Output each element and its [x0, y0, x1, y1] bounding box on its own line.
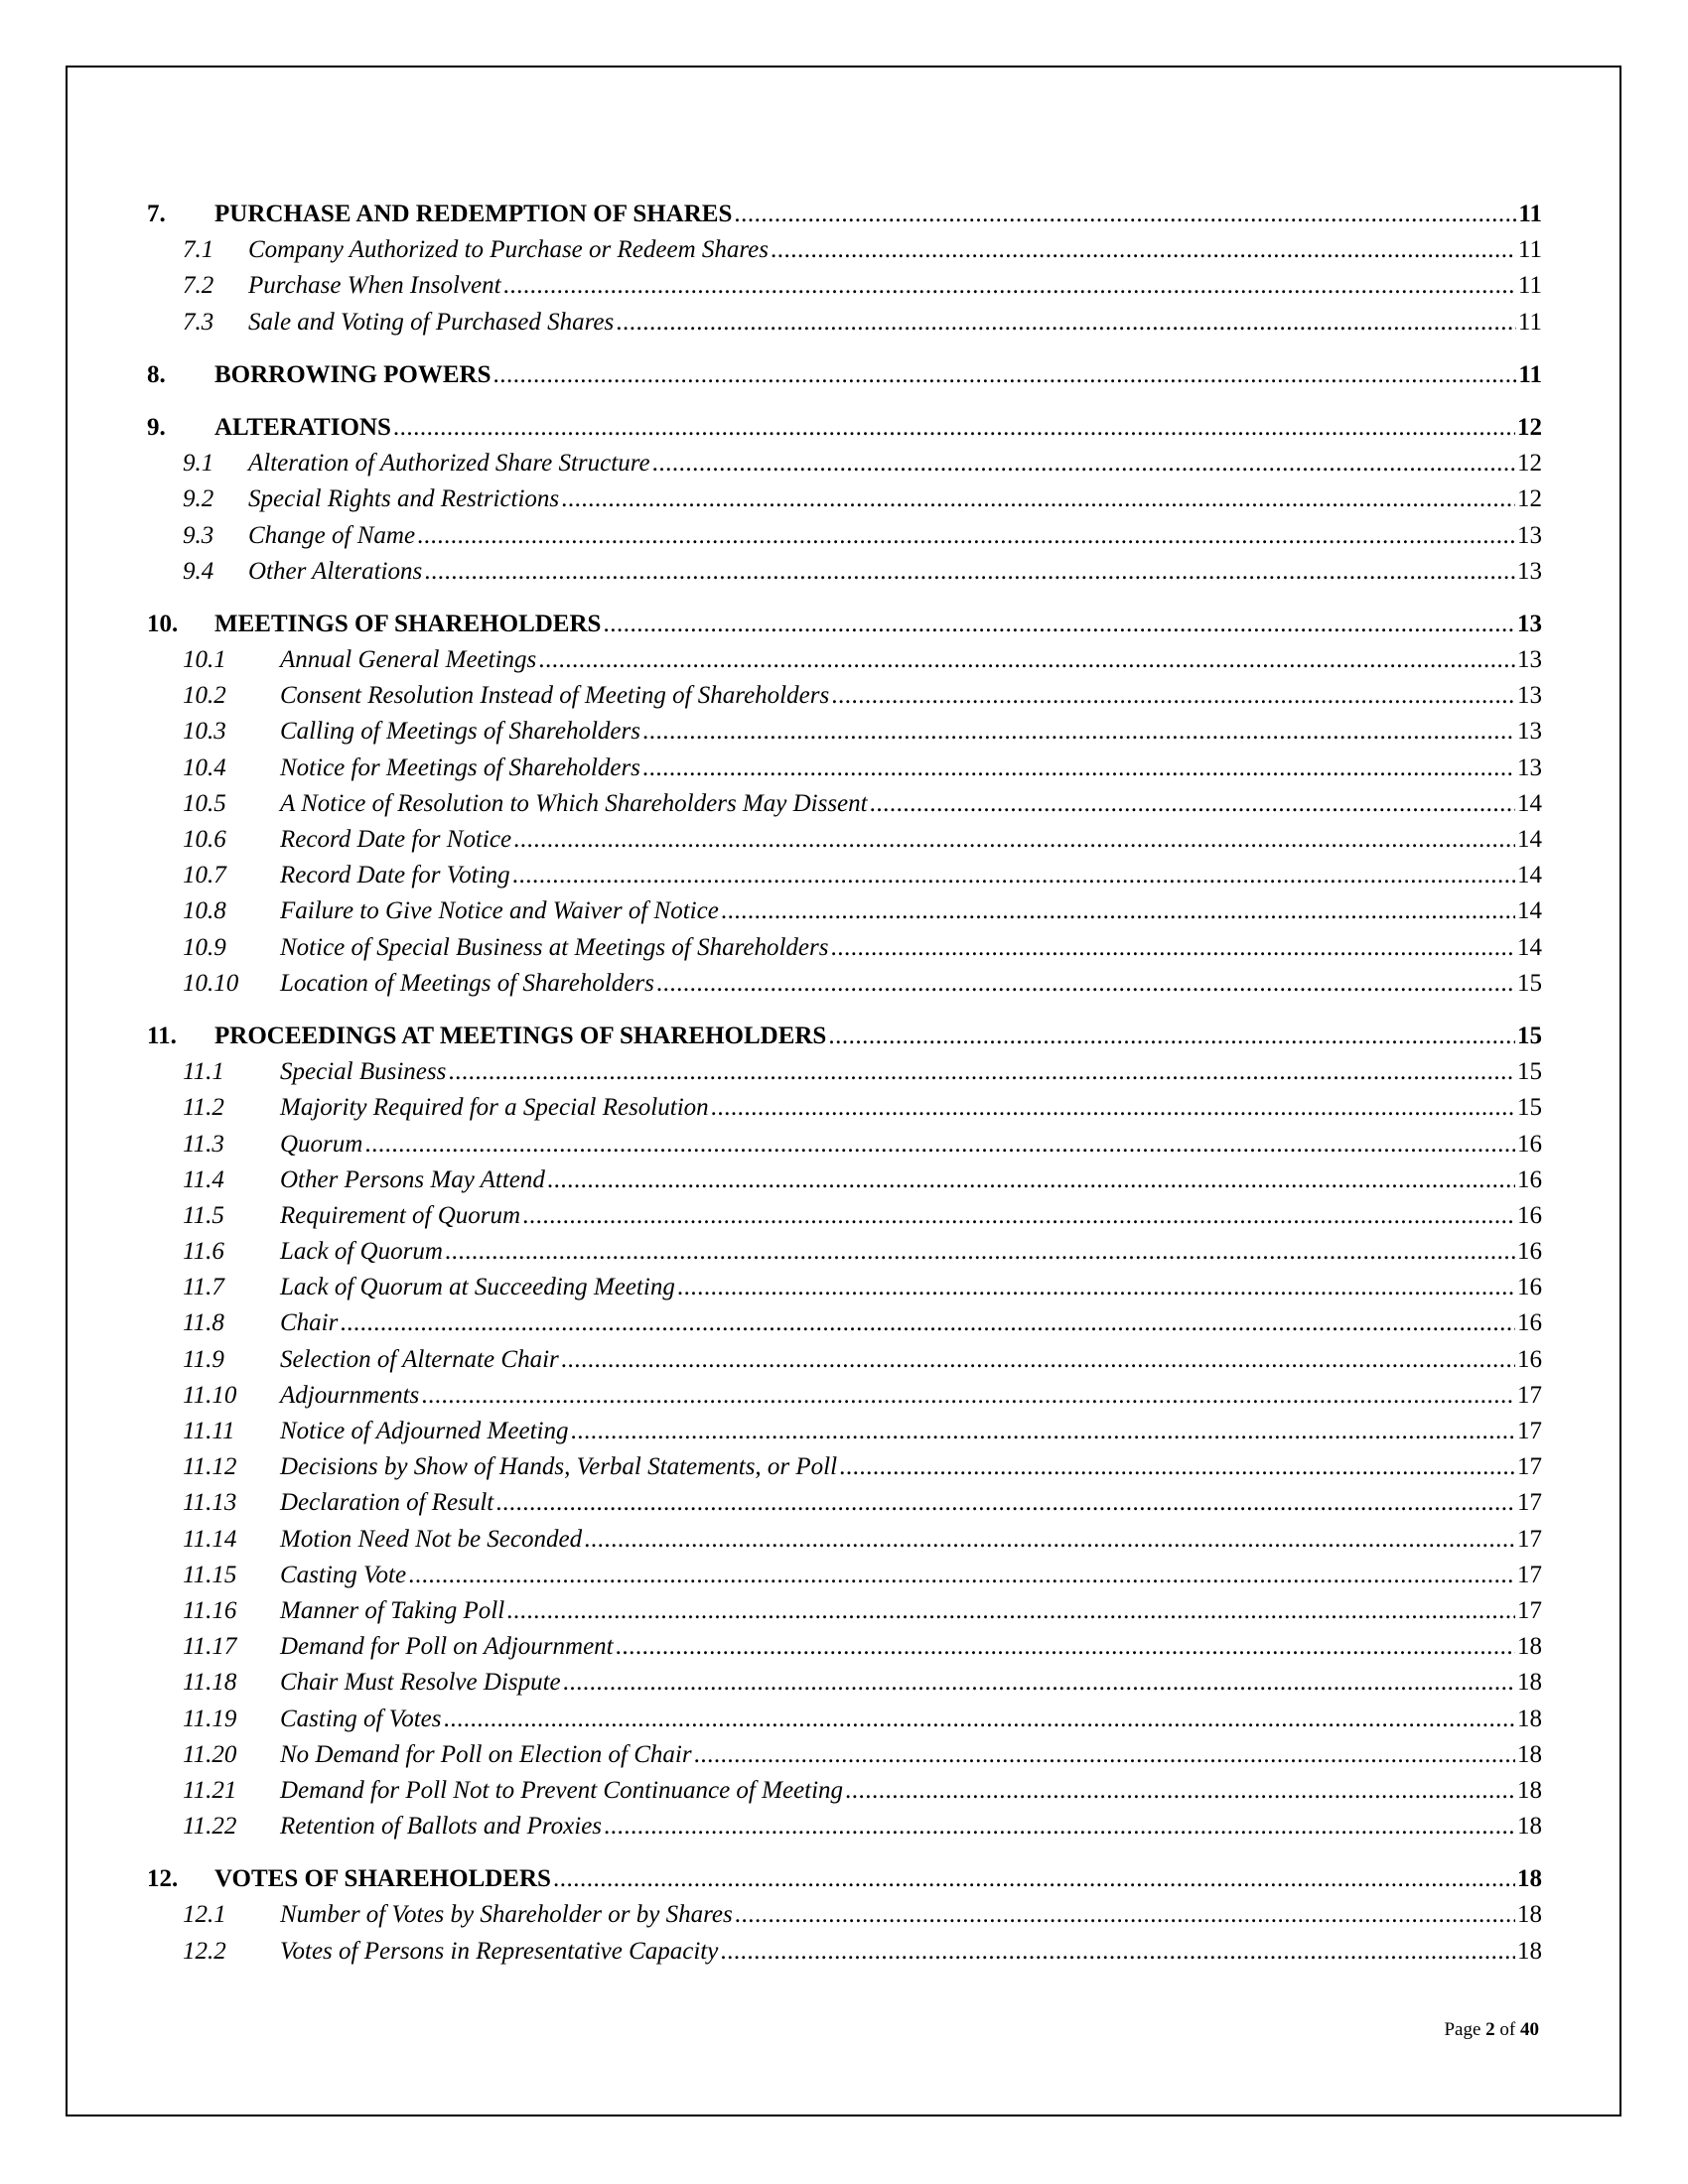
toc-entry-page-number: 11	[1518, 201, 1542, 227]
toc-entry-title: PROCEEDINGS AT MEETINGS OF SHAREHOLDERS	[214, 1022, 827, 1049]
toc-entry-number: 7.2	[183, 272, 214, 300]
toc-entry-title: A Notice of Resolution to Which Shareholders May Dissent	[280, 789, 868, 817]
toc-dot-leader	[640, 714, 1515, 750]
toc-entry-page-number: 18	[1517, 1901, 1542, 1929]
toc-subsection-row[interactable]	[147, 1522, 1542, 1558]
toc-entry-page-number: 11	[1517, 272, 1542, 300]
toc-entry-number: 9.2	[183, 485, 214, 513]
toc-subsection-row[interactable]	[147, 966, 1542, 1002]
toc-dot-leader	[826, 1019, 1515, 1054]
toc-entry-page-number: 13	[1517, 753, 1542, 781]
toc-subsection-row[interactable]	[147, 751, 1542, 786]
toc-entry-title: Casting of Votes	[280, 1705, 442, 1732]
toc-subsection-row[interactable]	[147, 1737, 1542, 1773]
toc-dot-leader	[582, 1522, 1515, 1558]
toc-dot-leader	[732, 197, 1516, 232]
toc-entry-page-number: 18	[1517, 1705, 1542, 1732]
toc-entry-number: 7.1	[183, 236, 214, 264]
toc-subsection-row[interactable]	[147, 1702, 1542, 1737]
toc-entry-number: 11.6	[183, 1238, 224, 1266]
toc-entry-number: 11.20	[183, 1740, 237, 1768]
toc-entry-number: 12.	[147, 1865, 179, 1893]
toc-entry-page-number: 15	[1517, 969, 1542, 997]
toc-dot-leader	[419, 1378, 1515, 1414]
toc-subsection-row[interactable]	[147, 1809, 1542, 1844]
toc-entry-page-number: 17	[1517, 1381, 1542, 1409]
toc-entry-number: 11.16	[183, 1596, 237, 1624]
toc-entry-number: 11.3	[183, 1130, 224, 1158]
toc-section-row[interactable]	[147, 1861, 1542, 1897]
toc-subsection-row[interactable]	[147, 1270, 1542, 1305]
toc-dot-leader	[536, 642, 1515, 678]
toc-dot-leader	[568, 1414, 1515, 1449]
toc-dot-leader	[650, 446, 1515, 481]
toc-entry-number: 11.11	[183, 1418, 235, 1444]
toc-entry-number: 12.2	[183, 1937, 226, 1965]
toc-entry-page-number: 13	[1517, 682, 1542, 710]
toc-entry-number: 10.9	[183, 933, 226, 961]
toc-subsection-row[interactable]	[147, 1305, 1542, 1341]
toc-entry-page-number: 17	[1517, 1525, 1542, 1553]
toc-entry-number: 10.5	[183, 789, 226, 817]
toc-subsection-row[interactable]	[147, 858, 1542, 893]
toc-entry-page-number: 14	[1517, 862, 1542, 889]
toc-entry-page-number: 13	[1517, 718, 1542, 746]
toc-dot-leader	[719, 893, 1515, 929]
toc-section-row[interactable]	[147, 357, 1542, 393]
toc-entry-title: Motion Need Not be Seconded	[280, 1525, 583, 1553]
toc-dot-leader	[614, 305, 1516, 341]
toc-dot-leader	[733, 1897, 1515, 1933]
toc-entry-number: 12.1	[183, 1901, 226, 1929]
toc-entry-title: Location of Meetings of Shareholders	[280, 969, 654, 997]
toc-entry-title: Failure to Give Notice and Waiver of Notice	[280, 897, 719, 925]
toc-entry-title: Company Authorized to Purchase or Redeem Shares	[248, 236, 769, 264]
toc-entry-number: 11.22	[183, 1813, 237, 1841]
toc-subsection-row[interactable]	[147, 1054, 1542, 1090]
toc-subsection-row[interactable]	[147, 1449, 1542, 1485]
toc-entry-number: 11.12	[183, 1453, 237, 1481]
toc-dot-leader	[406, 1558, 1515, 1593]
toc-entry-number: 11.4	[183, 1165, 224, 1193]
toc-entry-title: Sale and Voting of Purchased Shares	[248, 308, 615, 336]
toc-entry-number: 11.	[147, 1022, 177, 1049]
toc-entry-page-number: 17	[1517, 1596, 1542, 1624]
toc-entry-number: 10.	[147, 610, 179, 637]
footer-page-of: of	[1499, 2019, 1516, 2040]
toc-entry-title: Retention of Ballots and Proxies	[280, 1813, 603, 1841]
toc-entry-title: Notice for Meetings of Shareholders	[280, 753, 640, 781]
toc-dot-leader	[446, 1054, 1515, 1090]
toc-entry-title: VOTES OF SHAREHOLDERS	[214, 1865, 551, 1893]
toc-subsection-row[interactable]	[147, 305, 1542, 341]
toc-entry-page-number: 17	[1517, 1418, 1542, 1444]
toc-entry-title: Change of Name	[248, 521, 416, 549]
toc-entry-title: Casting Vote	[280, 1561, 407, 1588]
toc-subsection-row[interactable]	[147, 1234, 1542, 1270]
toc-subsection-row[interactable]	[147, 1090, 1542, 1126]
toc-entry-page-number: 16	[1517, 1345, 1542, 1373]
toc-entry-number: 11.17	[183, 1633, 237, 1661]
page-footer	[1444, 2019, 1539, 2041]
toc-entry-title: Requirement of Quorum	[280, 1201, 521, 1229]
toc-entry-title: Record Date for Voting	[280, 862, 510, 889]
toc-entry-number: 8.	[147, 360, 166, 388]
toc-entry-page-number: 14	[1517, 897, 1542, 925]
toc-entry-number: 11.2	[183, 1094, 224, 1122]
toc-subsection-row[interactable]	[147, 1593, 1542, 1629]
toc-dot-leader	[520, 1198, 1515, 1234]
toc-entry-number: 11.5	[183, 1201, 224, 1229]
toc-entry-page-number: 17	[1517, 1453, 1542, 1481]
toc-subsection-row[interactable]	[147, 1897, 1542, 1933]
toc-subsection-row[interactable]	[147, 1342, 1542, 1378]
toc-entry-title: Other Alterations	[248, 557, 423, 585]
toc-dot-leader	[559, 481, 1515, 517]
toc-entry-page-number: 13	[1517, 521, 1542, 549]
toc-dot-leader	[601, 607, 1515, 642]
toc-dot-leader	[338, 1305, 1515, 1341]
toc-entry-number: 11.18	[183, 1669, 237, 1697]
toc-subsection-row[interactable]	[147, 481, 1542, 517]
toc-entry-title: ALTERATIONS	[214, 413, 391, 441]
toc-entry-title: Calling of Meetings of Shareholders	[280, 718, 640, 746]
toc-entry-number: 9.4	[183, 557, 214, 585]
table-of-contents	[147, 197, 1542, 1970]
toc-subsection-row[interactable]	[147, 893, 1542, 929]
toc-entry-title: Purchase When Insolvent	[248, 272, 501, 300]
toc-entry-page-number: 16	[1517, 1165, 1542, 1193]
toc-dot-leader	[511, 822, 1515, 858]
toc-dot-leader	[769, 232, 1516, 268]
toc-entry-page-number: 13	[1517, 610, 1542, 637]
footer-page-total: 40	[1520, 2019, 1539, 2040]
toc-dot-leader	[422, 554, 1515, 590]
toc-entry-page-number: 13	[1517, 646, 1542, 674]
toc-entry-title: Selection of Alternate Chair	[280, 1345, 559, 1373]
toc-entry-title: Decisions by Show of Hands, Verbal Statements, or Poll	[280, 1453, 838, 1481]
toc-dot-leader	[709, 1090, 1515, 1126]
toc-entry-page-number: 18	[1517, 1937, 1542, 1965]
toc-entry-title: Special Rights and Restrictions	[248, 485, 560, 513]
toc-entry-page-number: 16	[1517, 1309, 1542, 1337]
toc-dot-leader	[692, 1737, 1515, 1773]
toc-entry-number: 10.10	[183, 969, 239, 997]
toc-entry-number: 10.2	[183, 682, 226, 710]
toc-subsection-row[interactable]	[147, 1629, 1542, 1665]
toc-subsection-row[interactable]	[147, 642, 1542, 678]
toc-entry-title: Record Date for Notice	[280, 826, 512, 853]
toc-entry-title: No Demand for Poll on Election of Chair	[280, 1740, 692, 1768]
toc-dot-leader	[868, 786, 1515, 822]
toc-dot-leader	[561, 1665, 1515, 1701]
toc-entry-page-number: 14	[1517, 826, 1542, 853]
toc-subsection-row[interactable]	[147, 678, 1542, 714]
toc-entry-number: 11.1	[183, 1058, 224, 1086]
toc-entry-number: 10.4	[183, 753, 226, 781]
toc-entry-number: 9.3	[183, 521, 214, 549]
toc-dot-leader	[614, 1629, 1515, 1665]
toc-dot-leader	[675, 1270, 1515, 1305]
toc-entry-page-number: 18	[1517, 1633, 1542, 1661]
toc-entry-title: Declaration of Result	[280, 1489, 494, 1517]
toc-entry-page-number: 18	[1517, 1813, 1542, 1841]
toc-dot-leader	[492, 357, 1517, 393]
toc-entry-title: Lack of Quorum	[280, 1238, 443, 1266]
toc-dot-leader	[551, 1861, 1515, 1897]
toc-entry-title: Quorum	[280, 1130, 363, 1158]
toc-subsection-row[interactable]	[147, 518, 1542, 554]
toc-entry-number: 11.9	[183, 1345, 224, 1373]
toc-entry-number: 11.21	[183, 1776, 237, 1804]
toc-dot-leader	[837, 1449, 1515, 1485]
toc-section-row[interactable]	[147, 197, 1542, 232]
toc-entry-page-number: 16	[1517, 1274, 1542, 1301]
toc-dot-leader	[640, 751, 1515, 786]
toc-entry-number: 9.1	[183, 450, 214, 478]
toc-entry-title: Manner of Taking Poll	[280, 1596, 505, 1624]
toc-entry-page-number: 12	[1517, 450, 1542, 478]
toc-entry-number: 10.8	[183, 897, 226, 925]
toc-entry-page-number: 13	[1517, 557, 1542, 585]
toc-subsection-row[interactable]	[147, 1414, 1542, 1449]
footer-page-prefix: Page	[1444, 2019, 1481, 2040]
toc-entry-title: Lack of Quorum at Succeeding Meeting	[280, 1274, 675, 1301]
toc-dot-leader	[828, 930, 1515, 966]
toc-entry-page-number: 18	[1517, 1669, 1542, 1697]
toc-subsection-row[interactable]	[147, 1127, 1542, 1162]
toc-entry-title: Notice of Special Business at Meetings of Shareholders	[280, 933, 829, 961]
toc-entry-title: BORROWING POWERS	[214, 360, 492, 388]
toc-entry-number: 10.7	[183, 862, 226, 889]
toc-entry-page-number: 12	[1517, 413, 1542, 441]
toc-dot-leader	[415, 518, 1515, 554]
toc-entry-number: 11.13	[183, 1489, 237, 1517]
toc-dot-leader	[501, 268, 1516, 304]
toc-subsection-row[interactable]	[147, 1162, 1542, 1198]
toc-dot-leader	[718, 1934, 1515, 1970]
toc-subsection-row[interactable]	[147, 1558, 1542, 1593]
toc-dot-leader	[391, 410, 1515, 446]
toc-dot-leader	[443, 1234, 1515, 1270]
toc-subsection-row[interactable]	[147, 446, 1542, 481]
toc-entry-page-number: 12	[1517, 485, 1542, 513]
toc-entry-number: 11.10	[183, 1381, 237, 1409]
toc-entry-page-number: 14	[1517, 789, 1542, 817]
toc-entry-number: 10.6	[183, 826, 226, 853]
toc-dot-leader	[504, 1593, 1515, 1629]
toc-entry-page-number: 17	[1517, 1489, 1542, 1517]
toc-entry-number: 11.8	[183, 1309, 224, 1337]
toc-subsection-row[interactable]	[147, 232, 1542, 268]
toc-entry-page-number: 15	[1517, 1094, 1542, 1122]
toc-entry-page-number: 15	[1517, 1058, 1542, 1086]
toc-entry-page-number: 18	[1517, 1776, 1542, 1804]
toc-subsection-row[interactable]	[147, 1773, 1542, 1809]
toc-subsection-row[interactable]	[147, 1665, 1542, 1701]
toc-section-row[interactable]	[147, 1019, 1542, 1054]
toc-entry-number: 11.14	[183, 1525, 237, 1553]
toc-entry-title: Chair Must Resolve Dispute	[280, 1669, 561, 1697]
toc-subsection-row[interactable]	[147, 714, 1542, 750]
toc-entry-title: PURCHASE AND REDEMPTION OF SHARES	[214, 201, 733, 227]
toc-entry-title: Number of Votes by Shareholder or by Shares	[280, 1901, 733, 1929]
toc-section-row[interactable]	[147, 410, 1542, 446]
toc-entry-page-number: 16	[1517, 1130, 1542, 1158]
toc-subsection-row[interactable]	[147, 1934, 1542, 1970]
toc-entry-page-number: 15	[1517, 1022, 1542, 1049]
toc-entry-number: 10.1	[183, 646, 226, 674]
toc-entry-page-number: 16	[1517, 1201, 1542, 1229]
toc-entry-number: 7.	[147, 201, 166, 227]
toc-entry-title: Demand for Poll Not to Prevent Continuance of Meeting	[280, 1776, 844, 1804]
toc-entry-title: Majority Required for a Special Resolution	[280, 1094, 709, 1122]
toc-dot-leader	[545, 1162, 1515, 1198]
toc-entry-title: Special Business	[280, 1058, 447, 1086]
toc-entry-number: 9.	[147, 413, 166, 441]
toc-entry-number: 7.3	[183, 308, 214, 336]
toc-subsection-row[interactable]	[147, 822, 1542, 858]
toc-dot-leader	[442, 1702, 1515, 1737]
toc-entry-page-number: 11	[1517, 236, 1542, 264]
toc-entry-number: 11.7	[183, 1274, 224, 1301]
toc-entry-title: Adjournments	[280, 1381, 420, 1409]
toc-subsection-row[interactable]	[147, 930, 1542, 966]
toc-dot-leader	[493, 1485, 1515, 1521]
toc-entry-title: Other Persons May Attend	[280, 1165, 545, 1193]
toc-dot-leader	[654, 966, 1515, 1002]
toc-entry-number: 10.3	[183, 718, 226, 746]
toc-entry-page-number: 11	[1518, 360, 1542, 388]
toc-subsection-row[interactable]	[147, 1378, 1542, 1414]
toc-entry-title: Notice of Adjourned Meeting	[280, 1418, 569, 1444]
toc-subsection-row[interactable]	[147, 1198, 1542, 1234]
toc-section-row[interactable]	[147, 607, 1542, 642]
toc-subsection-row[interactable]	[147, 268, 1542, 304]
toc-dot-leader	[602, 1809, 1515, 1844]
footer-page-current: 2	[1485, 2019, 1495, 2040]
toc-entry-page-number: 18	[1517, 1740, 1542, 1768]
toc-entry-title: Chair	[280, 1309, 339, 1337]
toc-entry-page-number: 16	[1517, 1238, 1542, 1266]
toc-dot-leader	[829, 678, 1515, 714]
toc-entry-title: Consent Resolution Instead of Meeting of Shareholders	[280, 682, 830, 710]
toc-entry-title: Alteration of Authorized Share Structure	[248, 450, 650, 478]
toc-entry-page-number: 11	[1517, 308, 1542, 336]
toc-dot-leader	[510, 858, 1515, 893]
toc-entry-title: Votes of Persons in Representative Capacity	[280, 1937, 719, 1965]
toc-entry-title: MEETINGS OF SHAREHOLDERS	[214, 610, 602, 637]
toc-entry-title: Demand for Poll on Adjournment	[280, 1633, 614, 1661]
toc-dot-leader	[559, 1342, 1515, 1378]
toc-entry-number: 11.19	[183, 1705, 237, 1732]
toc-entry-page-number: 14	[1517, 933, 1542, 961]
toc-entry-number: 11.15	[183, 1561, 237, 1588]
toc-subsection-row[interactable]	[147, 786, 1542, 822]
toc-dot-leader	[362, 1127, 1515, 1162]
toc-subsection-row[interactable]	[147, 554, 1542, 590]
toc-entry-page-number: 17	[1517, 1561, 1542, 1588]
toc-entry-page-number: 18	[1517, 1865, 1542, 1893]
toc-entry-title: Annual General Meetings	[280, 646, 537, 674]
toc-subsection-row[interactable]	[147, 1485, 1542, 1521]
toc-dot-leader	[843, 1773, 1515, 1809]
